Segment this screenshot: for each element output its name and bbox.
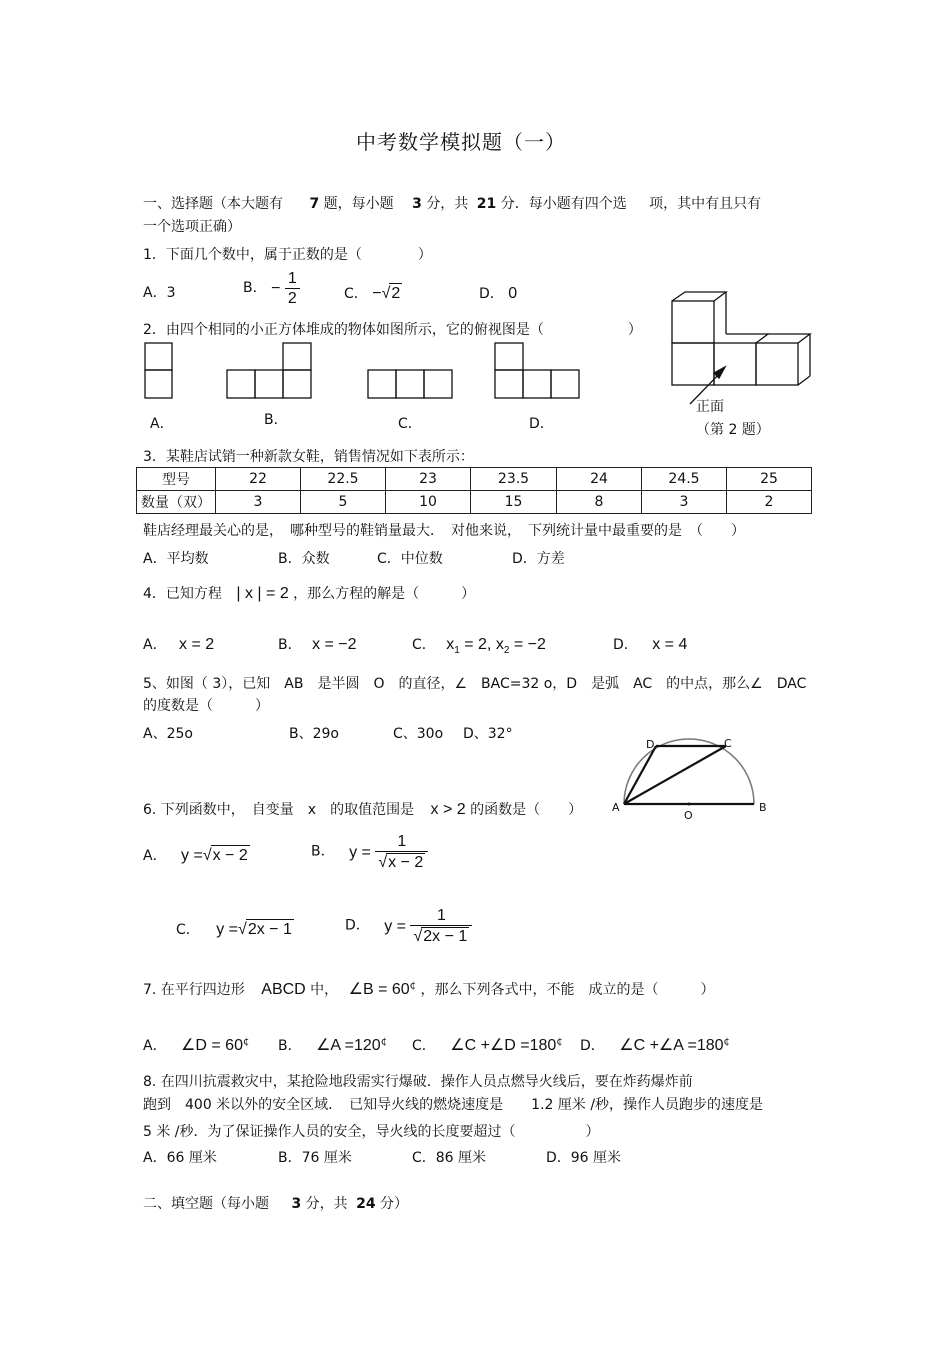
q7-option-b bbox=[278, 1036, 387, 1055]
table-row-header: 型号 bbox=[137, 468, 216, 491]
option-value: y = bbox=[216, 921, 239, 938]
q6-stem bbox=[143, 800, 582, 819]
section-2-points: 3 bbox=[291, 1196, 302, 1212]
option-value: ∠D = 60 bbox=[181, 1037, 243, 1054]
q2-option-b: B． bbox=[264, 412, 288, 428]
q5-option-c: C、30o bbox=[393, 726, 444, 742]
point-a-label: A bbox=[612, 801, 620, 814]
q8-option-b: B．76 厘米 bbox=[278, 1150, 352, 1166]
page-title: 中考数学模拟题（一） bbox=[356, 130, 566, 154]
numerator: 1 bbox=[287, 270, 297, 287]
table-cell: 8 bbox=[557, 491, 642, 514]
option-label: D． bbox=[580, 1038, 605, 1054]
q6-option-d bbox=[345, 907, 472, 945]
degree-mark: ¢ bbox=[723, 1036, 730, 1048]
q8-option-a: A．66 厘米 bbox=[143, 1150, 217, 1166]
option-value: x = 2 bbox=[179, 636, 215, 653]
option-value: ∠C +∠A =180 bbox=[619, 1037, 724, 1054]
option-value: x = 4 bbox=[652, 636, 688, 653]
table-cell: 15 bbox=[471, 491, 557, 514]
degree-mark: ¢ bbox=[409, 980, 417, 992]
q3-option-c: C．中位数 bbox=[377, 551, 443, 567]
q6-condition: x > 2 bbox=[430, 801, 466, 818]
section-1-text: 分．每小题有四个选 bbox=[500, 196, 627, 212]
q7-stem-text: 7. 在平行四边形 bbox=[143, 982, 245, 998]
sqrt-icon: √ bbox=[238, 921, 247, 938]
minus-sign: − bbox=[271, 280, 281, 297]
point-d-label: D bbox=[646, 738, 655, 751]
q5-option-a: A、25o bbox=[143, 726, 193, 742]
q2-figure-caption: （第 2 题） bbox=[696, 422, 770, 438]
option-value: ∠A =120 bbox=[316, 1037, 381, 1054]
section-1-text: 分，共 bbox=[426, 196, 469, 212]
table-cell: 24.5 bbox=[642, 468, 727, 491]
q8-line2: 跑到 400 米以外的安全区域． 已知导火线的燃烧速度是 1.2 厘米 /秒，操作人员跑步的速度是 bbox=[143, 1097, 764, 1113]
q3-follow: 鞋店经理最关心的是， 哪种型号的鞋销量最大． 对他来说， 下列统计量中最重要的是 （ ） bbox=[143, 523, 745, 539]
radicand: 2x − 1 bbox=[423, 927, 468, 945]
option-label: C． bbox=[412, 637, 436, 653]
q6-stem-text: 的函数是（ ） bbox=[470, 802, 583, 818]
section-2-total: 24 bbox=[356, 1196, 376, 1212]
subscript: 1 bbox=[454, 645, 460, 657]
section-1-points: 3 bbox=[412, 196, 422, 212]
q6-option-c bbox=[176, 919, 294, 939]
degree-mark: ¢ bbox=[380, 1036, 388, 1048]
sqrt-icon: √ bbox=[381, 285, 391, 302]
section-2-text: 分） bbox=[380, 1196, 409, 1212]
table-cell: 23 bbox=[386, 468, 471, 491]
q2-figure-label: 正面 bbox=[696, 399, 724, 415]
q7-stem-text: 中， bbox=[310, 982, 339, 998]
option-value: x bbox=[446, 636, 455, 653]
q7-option-c bbox=[412, 1036, 563, 1055]
option-value: y = bbox=[349, 843, 371, 861]
option-value: y = bbox=[384, 917, 407, 935]
table-cell: 22 bbox=[216, 468, 301, 491]
option-label: D． bbox=[479, 286, 504, 302]
q4-equation: | x | = 2 bbox=[236, 585, 289, 602]
q2-option-d: D． bbox=[529, 416, 554, 432]
option-label: B． bbox=[278, 1038, 302, 1054]
q7-option-a bbox=[143, 1036, 249, 1055]
table-cell: 22.5 bbox=[301, 468, 386, 491]
option-label: D． bbox=[345, 917, 370, 934]
option-label: D． bbox=[613, 637, 638, 653]
option-label: A． bbox=[143, 848, 167, 864]
section-1-count: 7 bbox=[309, 196, 320, 212]
section-2-text: 二、填空题（每小题 bbox=[143, 1196, 269, 1212]
option-value: = 2, x bbox=[459, 636, 504, 653]
q7-stem bbox=[143, 980, 715, 999]
q1-stem: 1．下面几个数中，属于正数的是（ ） bbox=[143, 247, 432, 263]
section-1-total: 21 bbox=[476, 196, 497, 212]
degree-mark: ¢ bbox=[556, 1036, 563, 1048]
table-cell: 25 bbox=[727, 468, 812, 491]
q8-option-d: D．96 厘米 bbox=[546, 1150, 622, 1166]
q8-option-c: C．86 厘米 bbox=[412, 1150, 487, 1166]
option-value: = −2 bbox=[509, 636, 546, 653]
point-c-label: C bbox=[724, 737, 732, 750]
q6-option-a bbox=[143, 845, 250, 865]
point-o-label: O bbox=[684, 809, 693, 822]
option-label: C． bbox=[344, 286, 368, 302]
section-1-text: 一、选择题（本大题有 bbox=[143, 196, 283, 212]
q3-option-b: B．众数 bbox=[278, 551, 330, 567]
sqrt-icon: √ bbox=[202, 847, 212, 864]
fraction bbox=[375, 833, 428, 871]
section-2-text: 分，共 bbox=[305, 1196, 348, 1212]
table-cell: 10 bbox=[386, 491, 471, 514]
option-value: 0 bbox=[508, 285, 518, 302]
sqrt-icon: √ bbox=[413, 927, 423, 945]
q5-option-d: D、32° bbox=[463, 726, 513, 742]
subscript: 2 bbox=[503, 645, 510, 657]
radicand: 2x − 1 bbox=[247, 921, 292, 938]
table-cell: 3 bbox=[642, 491, 727, 514]
q5-line2: 的度数是（ ） bbox=[143, 698, 269, 714]
table-cell: 24 bbox=[557, 468, 642, 491]
table-row-header: 数量（双） bbox=[137, 491, 216, 514]
option-label: B． bbox=[311, 843, 335, 860]
q3-option-a: A．平均数 bbox=[143, 551, 209, 567]
degree-mark: ¢ bbox=[242, 1036, 250, 1048]
section-1-text: 项，其中有且只有 bbox=[649, 196, 762, 212]
table-cell: 3 bbox=[216, 491, 301, 514]
numerator: 1 bbox=[397, 833, 407, 850]
option-value: ∠C +∠D =180 bbox=[450, 1037, 557, 1054]
q7-shape-name: ABCD bbox=[261, 981, 306, 998]
q2-option-a: A． bbox=[150, 416, 174, 432]
point-b-label: B bbox=[759, 801, 767, 814]
sqrt-icon: √ bbox=[378, 853, 388, 871]
section-2-header bbox=[143, 1196, 408, 1213]
q4-stem-text: ，那么方程的解是（ ） bbox=[293, 586, 476, 602]
numerator: 1 bbox=[436, 907, 446, 924]
q3-option-d: D．方差 bbox=[512, 551, 565, 567]
option-label: A． bbox=[143, 637, 167, 653]
q1-option-a: A．3 bbox=[143, 285, 176, 301]
radicand: x − 2 bbox=[388, 853, 424, 871]
option-label: C． bbox=[412, 1038, 436, 1054]
fraction bbox=[410, 907, 472, 945]
q5-option-b: B、29o bbox=[289, 726, 339, 742]
option-label: B． bbox=[278, 637, 302, 653]
q5-line1: 5、如图（ 3），已知 AB 是半圆 O 的直径，∠ BAC=32 o，D 是弧 AC 的中点，那么∠ DAC bbox=[143, 676, 807, 692]
section-1-line2: 一个选项正确） bbox=[143, 219, 241, 235]
q6-option-b bbox=[311, 833, 428, 871]
denominator: 2 bbox=[285, 288, 300, 308]
option-label: B． bbox=[243, 280, 267, 297]
q7-stem-text: ，那么下列各式中，不能 成立的是（ ） bbox=[420, 982, 715, 998]
q6-stem-text: 6. 下列函数中， 自变量 x 的取值范围是 bbox=[143, 802, 415, 818]
option-value: y = bbox=[181, 847, 203, 864]
table-cell: 2 bbox=[727, 491, 812, 514]
q2-stem: 2．由四个相同的小正方体堆成的物体如图所示，它的俯视图是（ ） bbox=[143, 322, 642, 338]
section-1-text: 题，每小题 bbox=[323, 196, 394, 212]
radicand: 2 bbox=[391, 285, 401, 302]
minus-sign: − bbox=[372, 285, 382, 302]
q7-angle: ∠B = 60 bbox=[348, 981, 410, 998]
option-label: C． bbox=[176, 922, 200, 938]
table-cell: 5 bbox=[301, 491, 386, 514]
radicand: x − 2 bbox=[212, 847, 248, 864]
q8-line3: 5 米 /秒．为了保证操作人员的安全，导火线的长度要超过（ ） bbox=[143, 1124, 600, 1140]
q4-stem-text: 4．已知方程 bbox=[143, 586, 222, 602]
q3-stem: 3．某鞋店试销一种新款女鞋，销售情况如下表所示： bbox=[143, 449, 474, 465]
q7-option-d bbox=[580, 1036, 730, 1055]
q2-option-c: C． bbox=[398, 416, 422, 432]
option-label: A． bbox=[143, 1038, 167, 1054]
option-value: x = −2 bbox=[312, 636, 357, 653]
q8-line1: 8. 在四川抗震救灾中，某抢险地段需实行爆破．操作人员点燃导火线后，要在炸药爆炸前 bbox=[143, 1074, 693, 1090]
table-cell: 23.5 bbox=[471, 468, 557, 491]
